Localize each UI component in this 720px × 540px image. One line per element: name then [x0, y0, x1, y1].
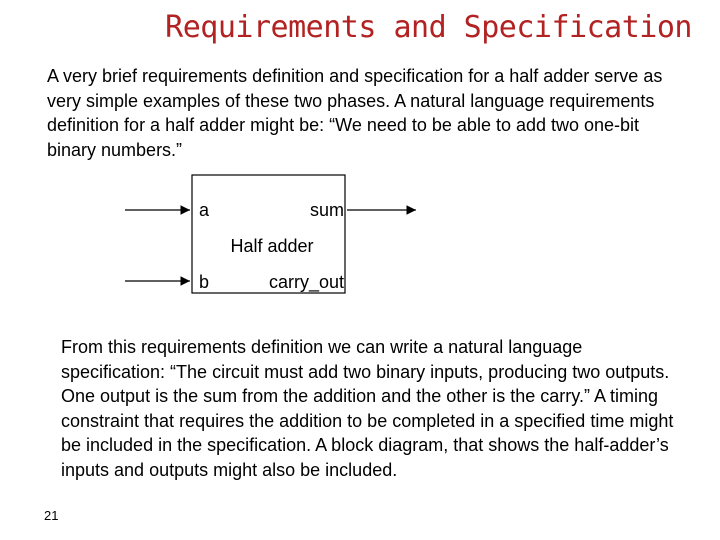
output-carry-out-label: carry_out	[268, 272, 344, 292]
specification-paragraph: From this requirements definition we can write a natural language specification: “The circuit must add two binary inputs, producing two outputs. One output is the sum from the addition and the other is the carry.” A timing constraint that requires the addition to be completed in a specified time might be included in the specification. A block diagram, that shows the half-adder’s inputs and outputs might also be included.	[61, 337, 674, 480]
block-label: Half adder	[230, 236, 314, 256]
output-sum-label: sum	[309, 200, 344, 220]
slide-title: Requirements and Specification	[165, 10, 692, 45]
slide-number: 21	[44, 508, 59, 523]
requirements-paragraph: A very brief requirements definition and specification for a half adder serve as very simple examples of these two phases. A natural language requirements definition for a half adder might be: “We need to be able to add two one-bit binary numbers.”	[47, 66, 663, 160]
half-adder-block-diagram	[120, 168, 420, 298]
input-a-label: a	[199, 200, 210, 220]
input-b-label: b	[199, 272, 210, 292]
